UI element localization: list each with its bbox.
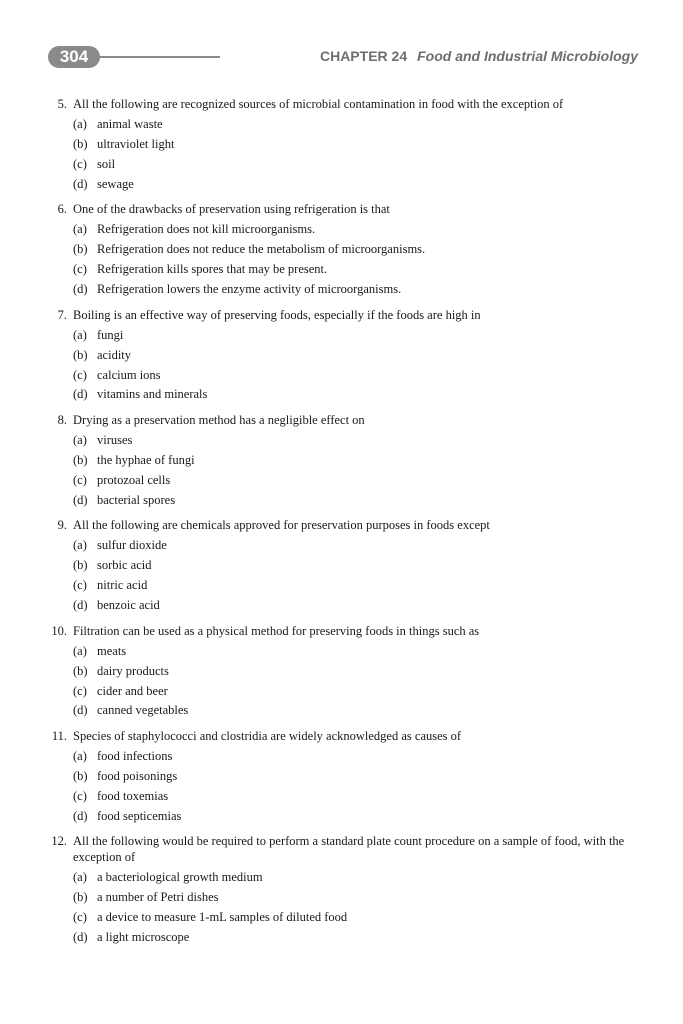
- option-text: protozoal cells: [97, 472, 171, 487]
- answer-option: [48, 386, 638, 402]
- option-letter: (b): [73, 136, 88, 151]
- question-stem: [48, 96, 638, 112]
- option-text: a number of Petri dishes: [97, 890, 219, 905]
- answer-option: [48, 327, 638, 343]
- chapter-heading: [320, 48, 638, 64]
- option-text: sulfur dioxide: [97, 538, 167, 553]
- option-text: animal waste: [97, 116, 163, 131]
- option-text: benzoic acid: [97, 598, 160, 613]
- option-letter: (c): [73, 788, 87, 803]
- answer-option: [48, 748, 638, 764]
- question-item: [48, 728, 638, 824]
- question-stem: [48, 623, 638, 639]
- answer-option: [48, 221, 638, 237]
- chapter-title: Food and Industrial Microbiology: [417, 48, 638, 64]
- option-letter: (d): [73, 598, 88, 613]
- option-letter: (d): [73, 930, 88, 945]
- question-text: All the following would be required to perform a standard plate count procedure on a sample of food, with the exception of: [73, 834, 625, 865]
- answer-option: [48, 597, 638, 613]
- option-letter: (b): [73, 558, 88, 573]
- option-letter: (d): [73, 808, 88, 823]
- option-letter: (c): [73, 578, 87, 593]
- option-letter: (c): [73, 683, 87, 698]
- option-letter: (c): [73, 367, 87, 382]
- question-text: All the following are recognized sources of microbial contamination in food with the exception of: [73, 97, 564, 111]
- option-text: ultraviolet light: [97, 136, 175, 151]
- question-number: 10.: [51, 623, 67, 638]
- question-number: 7.: [57, 307, 67, 322]
- question-stem: [48, 201, 638, 217]
- option-letter: (d): [73, 703, 88, 718]
- option-letter: (a): [73, 116, 87, 131]
- option-letter: (c): [73, 156, 87, 171]
- question-stem: [48, 728, 638, 744]
- option-text: cider and beer: [97, 683, 168, 698]
- question-text: Boiling is an effective way of preserving foods, especially if the foods are high in: [73, 307, 481, 322]
- question-item: [48, 96, 638, 192]
- answer-option: [48, 643, 638, 659]
- answer-option: [48, 768, 638, 784]
- option-text: calcium ions: [97, 367, 161, 382]
- option-letter: (c): [73, 910, 87, 925]
- question-text: One of the drawbacks of preservation using refrigeration is that: [73, 202, 390, 217]
- option-text: the hyphae of fungi: [97, 452, 195, 467]
- question-item: [48, 623, 638, 719]
- option-letter: (a): [73, 870, 87, 885]
- option-text: viruses: [97, 432, 133, 447]
- option-text: Refrigeration lowers the enzyme activity of microorganisms.: [97, 282, 402, 297]
- option-text: food poisonings: [97, 768, 178, 783]
- option-text: dairy products: [97, 663, 169, 678]
- question-number: 6.: [57, 202, 67, 217]
- option-text: a bacteriological growth medium: [97, 870, 263, 885]
- option-text: soil: [97, 156, 116, 171]
- answer-option: [48, 136, 638, 152]
- answer-option: [48, 281, 638, 297]
- answer-option: [48, 557, 638, 573]
- option-text: Refrigeration does not kill microorganisms.: [97, 222, 316, 237]
- option-text: a light microscope: [97, 930, 190, 945]
- answer-option: [48, 116, 638, 132]
- option-letter: (b): [73, 347, 88, 362]
- option-letter: (a): [73, 222, 87, 237]
- answer-option: [48, 367, 638, 383]
- answer-option: [48, 472, 638, 488]
- answer-option: [48, 432, 638, 448]
- option-letter: (b): [73, 452, 88, 467]
- chapter-label: CHAPTER 24: [319, 48, 408, 64]
- question-stem: [48, 307, 638, 323]
- answer-option: [48, 347, 638, 363]
- answer-option: [48, 261, 638, 277]
- answer-option: [48, 889, 638, 905]
- option-letter: (b): [73, 663, 88, 678]
- answer-option: [48, 241, 638, 257]
- answer-option: [48, 702, 638, 718]
- answer-option: [48, 808, 638, 824]
- option-letter: (d): [73, 492, 88, 507]
- answer-option: [48, 909, 638, 925]
- option-text: food septicemias: [97, 808, 182, 823]
- option-text: acidity: [97, 347, 132, 362]
- option-letter: (a): [73, 327, 87, 342]
- answer-option: [48, 663, 638, 679]
- option-letter: (d): [73, 387, 88, 402]
- answer-option: [48, 452, 638, 468]
- option-text: food toxemias: [97, 788, 169, 803]
- answer-option: [48, 156, 638, 172]
- answer-option: [48, 788, 638, 804]
- question-text: Filtration can be used as a physical method for preserving foods in things such as: [73, 623, 480, 638]
- option-letter: (a): [73, 538, 87, 553]
- option-letter: (d): [73, 176, 88, 191]
- question-stem: [48, 833, 638, 865]
- question-number: 8.: [57, 413, 67, 428]
- option-text: vitamins and minerals: [97, 387, 208, 402]
- option-letter: (a): [73, 643, 87, 658]
- answer-option: [48, 492, 638, 508]
- answer-option: [48, 176, 638, 192]
- question-item: [48, 833, 638, 945]
- question-number: 5.: [57, 97, 67, 111]
- question-item: [48, 412, 638, 508]
- option-letter: (b): [73, 242, 88, 257]
- question-item: [48, 201, 638, 297]
- question-text: Drying as a preservation method has a negligible effect on: [73, 413, 365, 428]
- question-stem: [48, 412, 638, 428]
- question-text: Species of staphylococci and clostridia are widely acknowledged as causes of: [73, 729, 462, 744]
- answer-option: [48, 577, 638, 593]
- option-letter: (c): [73, 472, 87, 487]
- question-number: 9.: [57, 518, 67, 533]
- page-number-badge: 304: [48, 46, 100, 68]
- option-text: meats: [97, 643, 127, 658]
- question-item: [48, 517, 638, 613]
- option-text: nitric acid: [97, 578, 148, 593]
- question-list: [48, 96, 638, 955]
- answer-option: [48, 683, 638, 699]
- option-text: sewage: [97, 176, 134, 191]
- header-rule: [96, 56, 220, 58]
- question-number: 11.: [51, 729, 67, 744]
- option-text: food infections: [97, 749, 173, 763]
- option-letter: (b): [73, 768, 88, 783]
- option-text: bacterial spores: [97, 492, 176, 507]
- option-text: Refrigeration does not reduce the metabolism of microorganisms.: [97, 242, 426, 257]
- option-text: fungi: [97, 327, 124, 342]
- option-text: a device to measure 1-mL samples of diluted food: [97, 910, 348, 925]
- option-letter: (b): [73, 890, 88, 905]
- option-text: sorbic acid: [97, 558, 152, 573]
- option-letter: (a): [73, 432, 87, 447]
- answer-option: [48, 869, 638, 885]
- option-letter: (c): [73, 262, 87, 277]
- option-text: canned vegetables: [97, 703, 189, 718]
- question-number: 12.: [51, 834, 67, 849]
- answer-option: [48, 929, 638, 945]
- option-text: Refrigeration kills spores that may be present.: [97, 262, 328, 277]
- option-letter: (d): [73, 282, 88, 297]
- question-stem: [48, 517, 638, 533]
- option-letter: (a): [73, 749, 87, 763]
- page-header: [46, 44, 638, 72]
- question-item: [48, 307, 638, 403]
- answer-option: [48, 537, 638, 553]
- question-text: All the following are chemicals approved for preservation purposes in foods except: [73, 518, 490, 533]
